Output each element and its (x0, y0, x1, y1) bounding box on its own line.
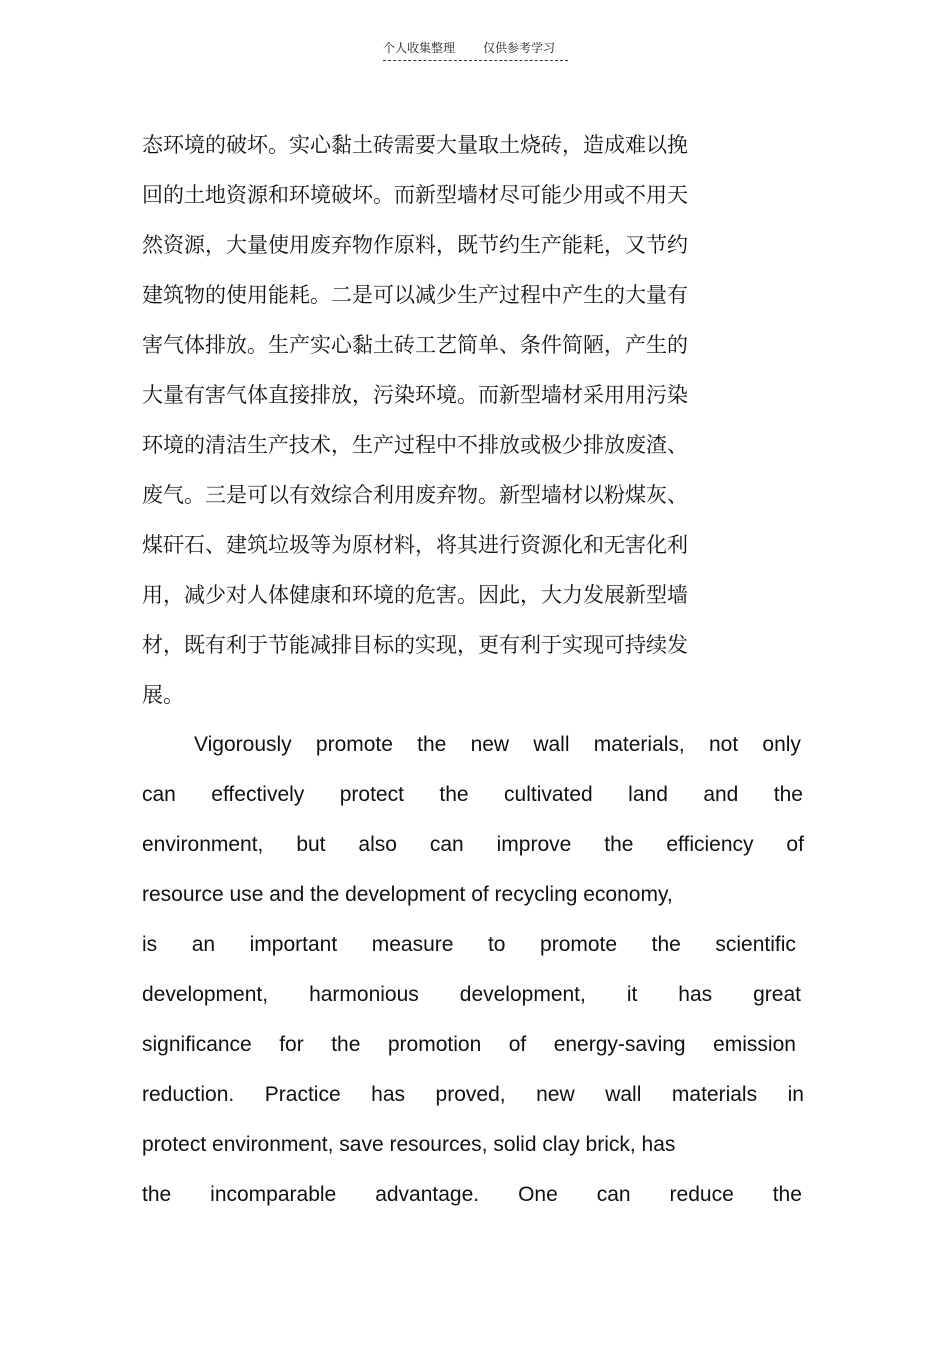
english-line (142, 780, 803, 810)
english-word: reduce (669, 1183, 734, 1206)
english-word: has (371, 1083, 406, 1106)
english-word: significance (142, 1033, 252, 1056)
english-word: the (651, 933, 681, 956)
english-word: advantage. (375, 1183, 480, 1206)
english-word: materials, (593, 733, 685, 756)
english-word: efficiency (666, 833, 754, 856)
english-word: can (142, 783, 176, 806)
english-word: environment, (142, 833, 264, 856)
english-line (194, 730, 801, 760)
english-word: promote (315, 733, 393, 756)
english-word: also (358, 833, 397, 856)
chinese-line: 用，减少对人体健康和环境的危害。因此，大力发展新型墙 (142, 583, 688, 607)
english-line (142, 830, 804, 860)
chinese-line: 废气。三是可以有效综合利用废弃物。新型墙材以粉煤灰、 (142, 483, 688, 507)
english-word: the (604, 833, 634, 856)
english-line (142, 1030, 796, 1060)
english-word: an (191, 933, 216, 956)
english-line (142, 980, 801, 1010)
english-word: the (773, 783, 803, 806)
english-word: the (439, 783, 469, 806)
english-word: One (518, 1183, 558, 1206)
english-line (142, 1080, 804, 1110)
english-word: for (279, 1033, 304, 1056)
english-word: improve (496, 833, 572, 856)
english-word: emission (713, 1033, 796, 1056)
english-word: it (626, 983, 638, 1006)
english-word: development, (459, 983, 586, 1006)
english-line (142, 930, 796, 960)
english-word: cultivated (504, 783, 593, 806)
english-word: new (470, 733, 510, 756)
english-word: Vigorously (194, 733, 292, 756)
english-word: incomparable (210, 1183, 337, 1206)
english-word: wall (533, 733, 570, 756)
chinese-line: 态环境的破坏。实心黏土砖需要大量取土烧砖，造成难以挽 (142, 133, 688, 157)
english-word: the (331, 1033, 361, 1056)
english-word: new (536, 1083, 575, 1106)
chinese-line: 建筑物的使用能耗。二是可以减少生产过程中产生的大量有 (142, 283, 688, 307)
chinese-line: 回的土地资源和环境破坏。而新型墙材尽可能少用或不用天 (142, 183, 688, 207)
english-word: is (142, 933, 158, 956)
english-word: promote (540, 933, 618, 956)
chinese-line: 煤矸石、建筑垃圾等为原材料，将其进行资源化和无害化利 (142, 533, 688, 557)
english-word: of (786, 833, 804, 856)
english-word: development, (142, 983, 269, 1006)
english-word: proved, (435, 1083, 506, 1106)
chinese-line: 大量有害气体直接排放，污染环境。而新型墙材采用用污染 (142, 383, 688, 407)
chinese-line: 展。 (142, 683, 184, 707)
english-word: the (772, 1183, 802, 1206)
english-word: harmonious (309, 983, 419, 1006)
english-word: only (762, 733, 801, 756)
english-word: the (142, 1183, 172, 1206)
english-word: can (596, 1183, 631, 1206)
english-word: to (487, 933, 506, 956)
english-word: protect (339, 783, 404, 806)
english-word: measure (371, 933, 454, 956)
english-word: Practice (264, 1083, 341, 1106)
english-word: the (417, 733, 447, 756)
header-left-text: 个人收集整理 (383, 41, 456, 55)
english-word: effectively (211, 783, 305, 806)
header-right-text: 仅供参考学习 (483, 41, 556, 55)
english-word: energy-saving (553, 1033, 686, 1056)
english-word: protect environment, save resources, solid clay brick, has (142, 1133, 676, 1156)
chinese-line: 然资源，大量使用废弃物作原料，既节约生产能耗，又节约 (142, 233, 688, 257)
english-word: has (678, 983, 713, 1006)
english-word: and (703, 783, 739, 806)
chinese-line: 害气体排放。生产实心黏土砖工艺简单、条件简陋，产生的 (142, 333, 688, 357)
page-header (383, 40, 568, 61)
english-word: great (753, 983, 801, 1006)
english-word: can (429, 833, 464, 856)
english-word: materials (671, 1083, 758, 1106)
english-word: promotion (387, 1033, 482, 1056)
english-word: land (628, 783, 668, 806)
english-word: of (508, 1033, 527, 1056)
english-word: not (708, 733, 739, 756)
english-word: wall (605, 1083, 642, 1106)
chinese-line: 环境的清洁生产技术，生产过程中不排放或极少排放废渣、 (142, 433, 688, 457)
english-word: but (296, 833, 326, 856)
english-word: scientific (715, 933, 796, 956)
english-word: in (787, 1083, 804, 1106)
english-word: reduction. (142, 1083, 235, 1106)
chinese-line: 材，既有利于节能减排目标的实现，更有利于实现可持续发 (142, 633, 688, 657)
english-line (142, 1180, 802, 1210)
english-word: important (249, 933, 338, 956)
english-line (142, 1130, 804, 1160)
english-word: resource use and the development of recycling economy, (142, 883, 673, 906)
english-line (142, 880, 804, 910)
